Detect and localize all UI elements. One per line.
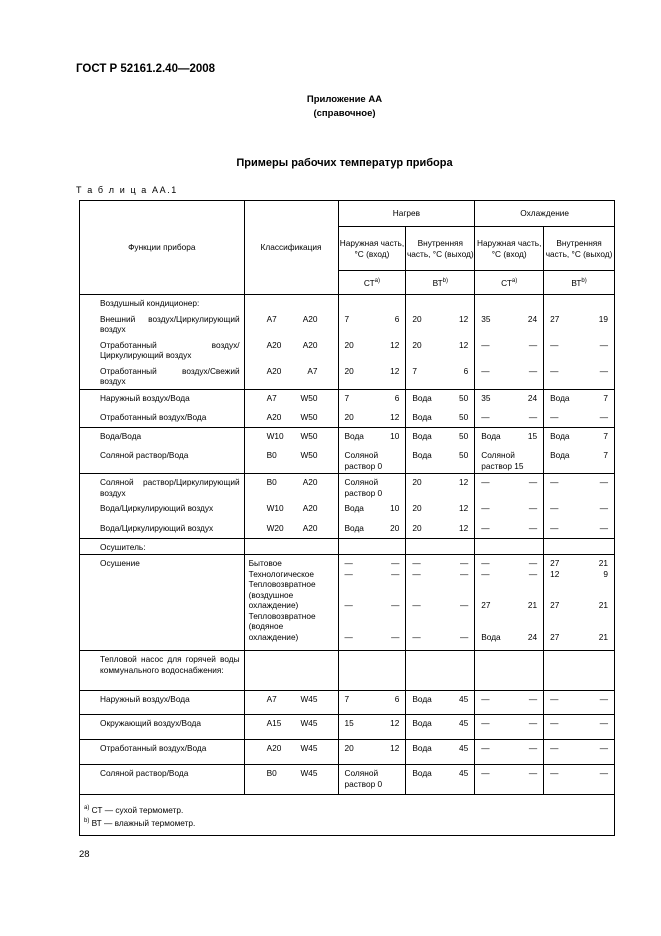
footnote: $^{а)}$ СТ — сухой термометр. bbox=[84, 804, 184, 815]
heat-inner: 20 12 bbox=[406, 474, 475, 501]
heat-outer: Вода 10 bbox=[338, 500, 406, 520]
annex-heading bbox=[0, 93, 661, 121]
table-caption: Т а б л и ц а АА.1 bbox=[76, 185, 178, 195]
heat-outer: 20 12 bbox=[338, 363, 406, 390]
cool-inner: — — bbox=[544, 474, 615, 501]
heat-inner: Вода 45 bbox=[406, 715, 475, 740]
footnotes bbox=[80, 795, 615, 836]
cool-inner: — — bbox=[544, 500, 615, 520]
row-classification: А7 W45 bbox=[244, 691, 338, 715]
heat-outer: 7 6 bbox=[338, 691, 406, 715]
row-classification: W10 W50 bbox=[244, 427, 338, 447]
dryer-types: Бытовое Технологическое Тепловозвратное (воздушное охлаждение) Тепловозвратное (водяное охлаждение) bbox=[244, 555, 338, 651]
cool-outer: — — — — 27 21 Вода 24 bbox=[475, 555, 544, 651]
section-title: Осушитель: bbox=[80, 538, 245, 555]
header-cool-outer: Наружная часть, °С (вход) bbox=[475, 227, 544, 271]
heat-inner: Вода 45 bbox=[406, 765, 475, 795]
row-classification: А20 W45 bbox=[244, 740, 338, 765]
heat-outer: 7 6 bbox=[338, 389, 406, 409]
heat-inner: Вода 50 bbox=[406, 447, 475, 474]
header-cooling: Охлаждение bbox=[475, 201, 615, 227]
heat-outer: Вода 20 bbox=[338, 520, 406, 538]
cool-outer: — — bbox=[475, 474, 544, 501]
heat-outer: Вода 10 bbox=[338, 427, 406, 447]
header-function: Функции прибора bbox=[80, 201, 245, 295]
cool-outer: — — bbox=[475, 765, 544, 795]
row-classification: В0 W45 bbox=[244, 765, 338, 795]
row-function: Осушение bbox=[80, 555, 245, 651]
standard-header: ГОСТ Р 52161.2.40—2008 bbox=[76, 63, 216, 75]
cool-inner: — — bbox=[544, 691, 615, 715]
row-function: Отработанный воздух/Вода bbox=[80, 740, 245, 765]
cool-inner: — — bbox=[544, 715, 615, 740]
heat-outer: 7 6 bbox=[338, 311, 406, 337]
cool-inner: 27 19 bbox=[544, 311, 615, 337]
header-heat-inner: Внутренняя часть, °С (выход) bbox=[406, 227, 475, 271]
row-classification: W10 А20 bbox=[244, 500, 338, 520]
section-title: Тепловой насос для горячей воды коммунального водоснабжения: bbox=[80, 651, 245, 691]
table-body bbox=[80, 295, 615, 795]
cool-inner: Вода 7 bbox=[544, 447, 615, 474]
heat-inner: Вода 50 bbox=[406, 409, 475, 427]
cool-outer: 35 24 bbox=[475, 389, 544, 409]
row-function: Вода/Вода bbox=[80, 427, 245, 447]
row-classification: В0 W50 bbox=[244, 447, 338, 474]
footnote: $^{b)}$ ВТ — влажный термометр. bbox=[84, 817, 196, 828]
page-number: 28 bbox=[79, 849, 90, 860]
heat-outer: Соляной раствор 0 bbox=[338, 447, 406, 474]
heat-inner: Вода 45 bbox=[406, 740, 475, 765]
row-function: Соляной раствор/Циркулирующий воздух bbox=[80, 474, 245, 501]
cool-inner: — — bbox=[544, 765, 615, 795]
row-classification: А15 W45 bbox=[244, 715, 338, 740]
header-cool-inner: Внутренняя часть, °С (выход) bbox=[544, 227, 615, 271]
row-classification: W20 А20 bbox=[244, 520, 338, 538]
row-function: Соляной раствор/Вода bbox=[80, 447, 245, 474]
cool-inner: — — bbox=[544, 520, 615, 538]
heat-outer: 20 12 bbox=[338, 409, 406, 427]
annex-title: Приложение АА bbox=[306, 94, 383, 105]
row-classification: А20 А20 bbox=[244, 337, 338, 363]
cool-outer: — — bbox=[475, 337, 544, 363]
heat-inner: 20 12 bbox=[406, 311, 475, 337]
cool-outer: — — bbox=[475, 409, 544, 427]
heat-inner: Вода 50 bbox=[406, 427, 475, 447]
heat-outer: 20 12 bbox=[338, 337, 406, 363]
row-function: Внешний воздух/Циркулирующий воздух bbox=[80, 311, 245, 337]
cool-outer: — — bbox=[475, 500, 544, 520]
heat-inner: — — — — — — — — bbox=[406, 555, 475, 651]
row-function: Отработанный воздух/Свежий воздух bbox=[80, 363, 245, 390]
row-classification: А20 А7 bbox=[244, 363, 338, 390]
row-function: Отработанный воздух/Циркулирующий воздух bbox=[80, 337, 245, 363]
heat-inner: Вода 50 bbox=[406, 389, 475, 409]
cool-outer: — — bbox=[475, 740, 544, 765]
cool-inner: — — bbox=[544, 363, 615, 390]
row-function: Наружный воздух/Вода bbox=[80, 389, 245, 409]
row-function: Вода/Циркулирующий воздух bbox=[80, 500, 245, 520]
header-vt: ВТ$^{b)}$ bbox=[544, 271, 615, 295]
cool-inner: — — bbox=[544, 409, 615, 427]
cool-inner: Вода 7 bbox=[544, 427, 615, 447]
heat-outer: Соляной раствор 0 bbox=[338, 474, 406, 501]
header-classification: Классификация bbox=[244, 201, 338, 295]
header-vt: ВТ$^{b)}$ bbox=[406, 271, 475, 295]
heat-outer: 15 12 bbox=[338, 715, 406, 740]
row-function: Наружный воздух/Вода bbox=[80, 691, 245, 715]
cool-inner: Вода 7 bbox=[544, 389, 615, 409]
cool-outer: Вода 15 bbox=[475, 427, 544, 447]
heat-inner: 20 12 bbox=[406, 500, 475, 520]
header-heating: Нагрев bbox=[338, 201, 475, 227]
cool-outer: — — bbox=[475, 691, 544, 715]
header-ct: $СТ^{а)}$ bbox=[475, 271, 544, 295]
row-function: Вода/Циркулирующий воздух bbox=[80, 520, 245, 538]
annex-note: (справочное) bbox=[313, 108, 376, 119]
heat-inner: 20 12 bbox=[406, 520, 475, 538]
row-function: Соляной раствор/Вода bbox=[80, 765, 245, 795]
heat-outer: — — — — — — — — bbox=[338, 555, 406, 651]
row-function: Окружающий воздух/Вода bbox=[80, 715, 245, 740]
section-title: Воздушный кондиционер: bbox=[80, 295, 245, 311]
cool-inner: — — bbox=[544, 337, 615, 363]
row-classification: А7 А20 bbox=[244, 311, 338, 337]
heat-inner: Вода 45 bbox=[406, 691, 475, 715]
page-title: Примеры рабочих температур прибора bbox=[236, 157, 453, 169]
heat-inner: 7 6 bbox=[406, 363, 475, 390]
row-classification: А7 W50 bbox=[244, 389, 338, 409]
header-heat-outer: Наружная часть, °С (вход) bbox=[338, 227, 406, 271]
heat-outer: 20 12 bbox=[338, 740, 406, 765]
row-classification: А20 W50 bbox=[244, 409, 338, 427]
cool-inner: 27 21 12 9 27 21 27 21 bbox=[544, 555, 615, 651]
cool-outer: Соляной раствор 15 bbox=[475, 447, 544, 474]
cool-outer: 35 24 bbox=[475, 311, 544, 337]
header-ct: $СТ^{а)}$ bbox=[338, 271, 406, 295]
cool-outer: — — bbox=[475, 520, 544, 538]
heat-inner: 20 12 bbox=[406, 337, 475, 363]
heat-outer: Соляной раствор 0 bbox=[338, 765, 406, 795]
row-function: Отработанный воздух/Вода bbox=[80, 409, 245, 427]
row-classification: В0 А20 bbox=[244, 474, 338, 501]
cool-outer: — — bbox=[475, 363, 544, 390]
cool-outer: — — bbox=[475, 715, 544, 740]
temperature-table bbox=[79, 200, 615, 836]
cool-inner: — — bbox=[544, 740, 615, 765]
